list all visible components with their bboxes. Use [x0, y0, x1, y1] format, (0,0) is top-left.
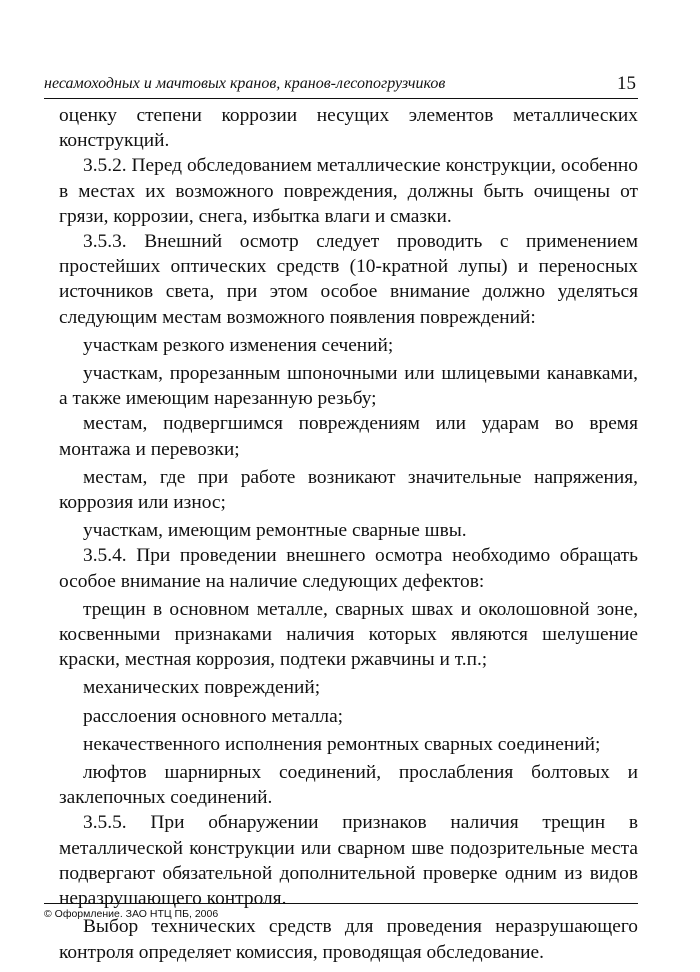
paragraph-3-5-3: 3.5.3. Внешний осмотр следует проводить с применением простейших оптических средств (10-кратной лупы) и переносных источников света, при этом особое внимание должно уделяться следующим местам возможного появления повреждений: [59, 231, 638, 328]
defect-item-play: люфтов шарнирных соединений, прослабления болтовых и заклепочных соединений. [59, 762, 638, 809]
list-item-damage-places: местам, подвергшимся повреждениям или ударам во время монтажа и перевозки; [59, 413, 638, 460]
defect-item-mechanical: механических повреждений; [83, 677, 321, 699]
paragraph-3-5-5: 3.5.5. При обнаружении признаков наличия трещин в металлической конструкции или сварном шве подозрительные места подвергают обязательной дополнительной проверке одним из видов неразрушающего контроля. [59, 812, 638, 910]
page-number: 15 [617, 73, 636, 94]
page-footer [44, 903, 638, 920]
paragraph-continuation: оценку степени коррозии несущих элементов металлических конструкций. [59, 105, 638, 152]
copyright-notice: © Оформление. ЗАО НТЦ ПБ, 2006 [44, 908, 219, 920]
running-title: несамоходных и мачтовых кранов, кранов-лесопогрузчиков [44, 75, 446, 92]
list-item-sections: участкам резкого изменения сечений; [83, 334, 394, 356]
defect-item-delamination: расслоения основного металла; [83, 705, 344, 727]
paragraph-ndt-selection: Выбор технических средств для проведения неразрушающего контроля определяет комиссия, проводящая обследование. [59, 916, 638, 963]
paragraph-3-5-2: 3.5.2. Перед обследованием металлические конструкции, особенно в местах их возможного повреждения, должны быть очищены от грязи, коррозии, снега, избытка влаги и смазки. [59, 155, 638, 227]
defect-item-poor-welds: некачественного исполнения ремонтных сварных соединений; [83, 733, 601, 755]
page-body [59, 103, 638, 965]
list-item-repair-welds: участкам, имеющим ремонтные сварные швы. [83, 520, 467, 542]
list-item-stress-places: местам, где при работе возникают значительные напряжения, коррозия или износ; [59, 466, 638, 514]
list-item-keyways: участкам, прорезанным шпоночными или шлицевыми канавками, а также имеющим нарезанную резьбу; [59, 363, 638, 410]
defect-item-cracks: трещин в основном металле, сварных швах и околошовной зоне, косвенными признаками наличия которых являются шелушение краски, местная коррозия, подтеки ржавчины и т.п.; [59, 598, 638, 671]
paragraph-3-5-4: 3.5.4. При проведении внешнего осмотра необходимо обращать особое внимание на наличие следующих дефектов: [59, 545, 638, 592]
page-header [44, 73, 638, 99]
